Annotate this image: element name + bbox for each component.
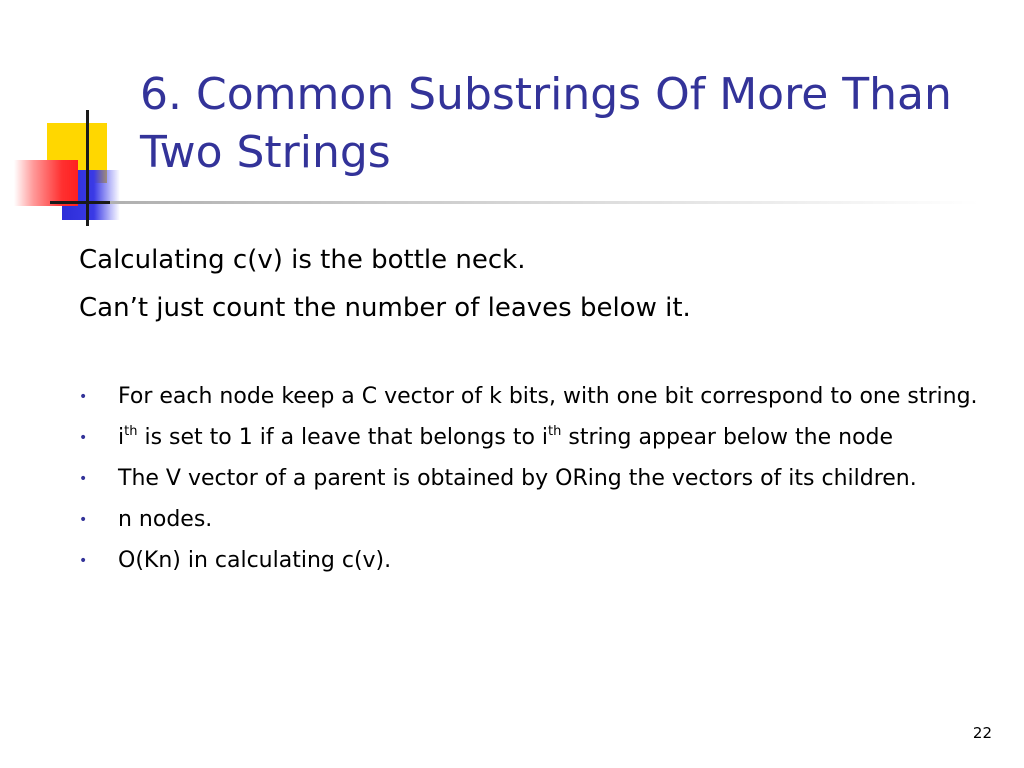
bullet-text-part: i — [118, 425, 125, 450]
page-number: 22 — [972, 724, 992, 742]
intro-line: Can’t just count the number of leaves below it. — [79, 293, 691, 323]
bullet-item — [79, 544, 979, 578]
bullet-marker: • — [79, 512, 88, 528]
bullet-item — [79, 462, 979, 496]
bullet-marker: • — [79, 430, 88, 446]
logo-red-square — [14, 160, 78, 206]
bullet-marker: • — [79, 389, 88, 405]
superscript: th — [124, 424, 138, 439]
superscript: th — [548, 424, 562, 439]
bullet-text: For each node keep a C vector of k bits, with one bit correspond to one string. — [118, 384, 978, 409]
title-divider — [110, 201, 980, 204]
bullet-text: n nodes. — [118, 507, 213, 532]
logo-vertical-line — [86, 110, 89, 226]
bullet-marker: • — [79, 553, 88, 569]
bullet-item — [79, 380, 979, 414]
bullet-text-part: string appear below the node — [561, 425, 894, 450]
bullet-text: O(Kn) in calculating c(v). — [118, 548, 392, 573]
slide-title: 6. Common Substrings Of More Than Two Strings — [140, 69, 952, 178]
bullet-text — [118, 425, 893, 450]
bullet-text: The V vector of a parent is obtained by ORing the vectors of its children. — [118, 466, 917, 491]
bullet-item — [79, 421, 979, 455]
decorative-logo — [0, 0, 160, 230]
bullet-text-part: is set to 1 if a leave that belongs to i — [137, 425, 549, 450]
bullet-marker: • — [79, 471, 88, 487]
bullet-item — [79, 503, 979, 537]
intro-line: Calculating c(v) is the bottle neck. — [79, 245, 526, 275]
bullet-list — [79, 380, 979, 585]
intro-text — [79, 236, 979, 332]
